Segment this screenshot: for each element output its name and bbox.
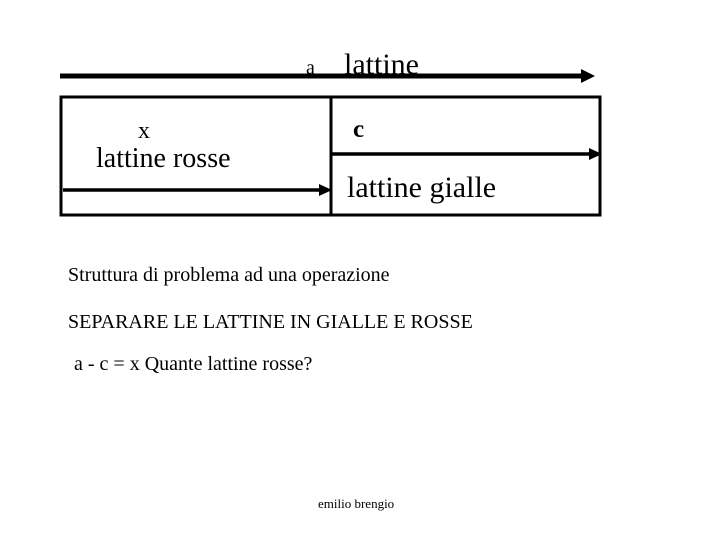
task-text: SEPARARE LE LATTINE IN GIALLE E ROSSE <box>68 311 473 333</box>
author-footer: emilio brengio <box>318 496 395 511</box>
label-total-cans: lattine <box>344 48 419 81</box>
yellow-cans-arrow <box>332 148 602 160</box>
label-yellow-cans: lattine gialle <box>347 171 497 204</box>
total-arrow <box>60 69 595 83</box>
label-a: a <box>306 57 315 79</box>
label-x: x <box>138 118 150 144</box>
label-c: c <box>353 116 365 143</box>
structure-text: Struttura di problema ad una operazione <box>68 264 390 286</box>
label-red-cans: lattine rosse <box>96 143 231 174</box>
equation-text: a - c = x Quante lattine rosse? <box>74 353 313 375</box>
red-cans-arrow <box>63 184 332 196</box>
